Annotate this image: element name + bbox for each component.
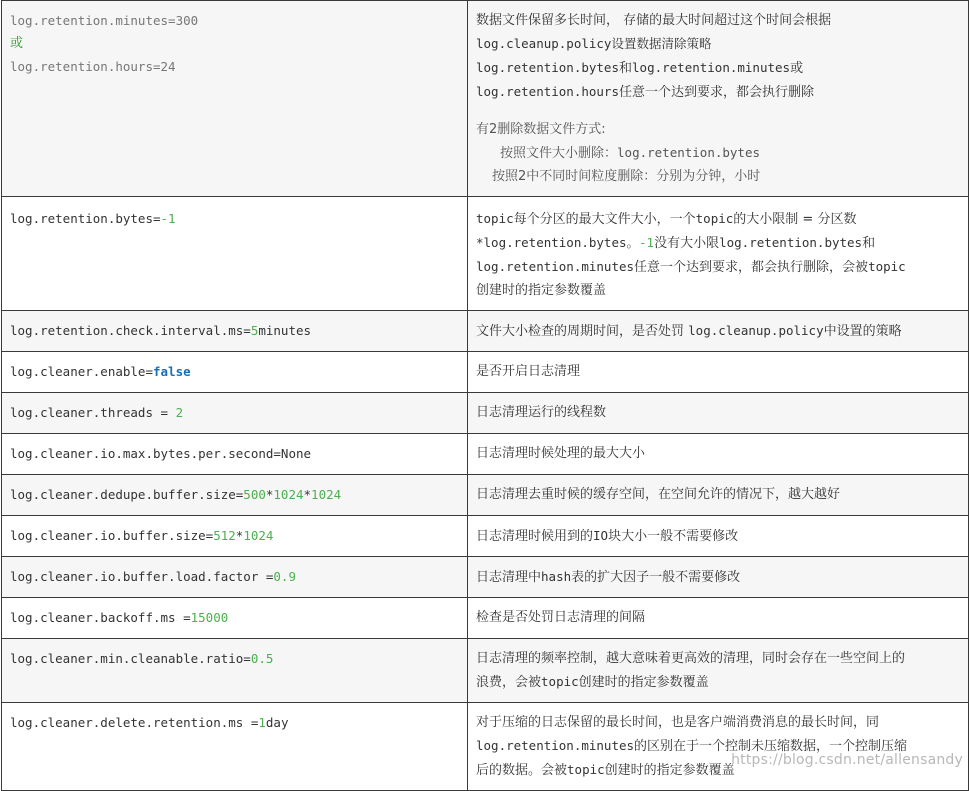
table-row — [2, 393, 969, 434]
desc-line: 数据文件保留多长时间， 存储的最大时间超过这个时间会根据 — [476, 13, 832, 28]
table-row — [2, 475, 969, 516]
config-key-cell: log.retention.bytes=-1 — [2, 197, 468, 311]
table-row — [2, 1, 969, 197]
desc-line: *log.retention.bytes。-1没有大小限log.retention.bytes和 — [476, 235, 876, 251]
desc-line: 有2删除数据文件方式: — [476, 122, 606, 137]
config-key: log.retention.minutes=300 — [10, 13, 199, 28]
config-desc-cell: 检查是否处罚日志清理的间隔 — [468, 598, 969, 639]
config-key-cell: log.cleaner.dedupe.buffer.size=500*1024*1024 — [2, 475, 468, 516]
table-row — [2, 703, 969, 791]
table-row — [2, 197, 969, 311]
config-desc-cell: 是否开启日志清理 — [468, 352, 969, 393]
config-key-cell: log.cleaner.enable=false — [2, 352, 468, 393]
config-key-cell: log.cleaner.threads = 2 — [2, 393, 468, 434]
desc-line: log.retention.hours任意一个达到要求，都会执行删除 — [476, 84, 815, 100]
config-key-cell — [2, 1, 468, 197]
desc-line: 对于压缩的日志保留的最长时间，也是客户端消费消息的最长时间，同 — [476, 715, 880, 730]
watermark: https://blog.csdn.net/allensandy — [731, 752, 963, 768]
table-row — [2, 434, 969, 475]
table-row — [2, 639, 969, 703]
table-row — [2, 598, 969, 639]
config-key-cell: log.cleaner.backoff.ms =15000 — [2, 598, 468, 639]
desc-line: log.retention.minutes的区别在于一个控制未压缩数据，一个控制压缩 — [476, 738, 908, 754]
config-desc-cell — [468, 639, 969, 703]
table-row — [2, 352, 969, 393]
desc-line: log.retention.minutes任意一个达到要求，都会执行删除，会被topic — [476, 259, 906, 275]
config-key-cell: log.cleaner.delete.retention.ms =1day — [2, 703, 468, 791]
config-key-cell: log.cleaner.io.max.bytes.per.second=None — [2, 434, 468, 475]
config-key: log.retention.hours=24 — [10, 59, 176, 74]
config-desc-cell: 文件大小检查的周期时间，是否处罚 log.cleanup.policy中设置的策略 — [468, 311, 969, 352]
config-desc-cell — [468, 703, 969, 791]
config-desc-cell: 日志清理时候用到的IO块大小一般不需要修改 — [468, 516, 969, 557]
config-key-cell: log.cleaner.io.buffer.size=512*1024 — [2, 516, 468, 557]
config-key-cell: log.cleaner.min.cleanable.ratio=0.5 — [2, 639, 468, 703]
config-key-cell: log.cleaner.io.buffer.load.factor =0.9 — [2, 557, 468, 598]
desc-line: 创建时的指定参数覆盖 — [476, 283, 607, 298]
table-row — [2, 311, 969, 352]
config-desc-cell — [468, 1, 969, 197]
config-table — [1, 0, 969, 791]
config-desc-cell: 日志清理中hash表的扩大因子一般不需要修改 — [468, 557, 969, 598]
config-desc-cell: 日志清理运行的线程数 — [468, 393, 969, 434]
config-desc-cell: 日志清理去重时候的缓存空间，在空间允许的情况下，越大越好 — [468, 475, 969, 516]
desc-line: log.cleanup.policy设置数据清除策略 — [476, 36, 712, 51]
desc-line: log.retention.bytes和log.retention.minutes或 — [476, 60, 804, 76]
desc-line: 日志清理的频率控制，越大意味着更高效的清理，同时会存在一些空间上的 — [476, 651, 906, 666]
config-desc-cell: 日志清理时候处理的最大大小 — [468, 434, 969, 475]
config-desc-cell — [468, 197, 969, 311]
config-key-cell: log.retention.check.interval.ms=5minutes — [2, 311, 468, 352]
desc-line: topic每个分区的最大文件大小，一个topic的大小限制 = 分区数 — [476, 211, 857, 227]
desc-line: 浪费，会被topic创建时的指定参数覆盖 — [476, 674, 709, 690]
table-row — [2, 516, 969, 557]
desc-line: 后的数据。会被topic创建时的指定参数覆盖 — [476, 762, 735, 778]
table-row — [2, 557, 969, 598]
or-label: 或 — [10, 36, 24, 51]
desc-line: 按照2中不同时间粒度删除：分别为分钟，小时 — [492, 169, 761, 184]
desc-line: 按照文件大小删除：log.retention.bytes — [500, 145, 761, 161]
